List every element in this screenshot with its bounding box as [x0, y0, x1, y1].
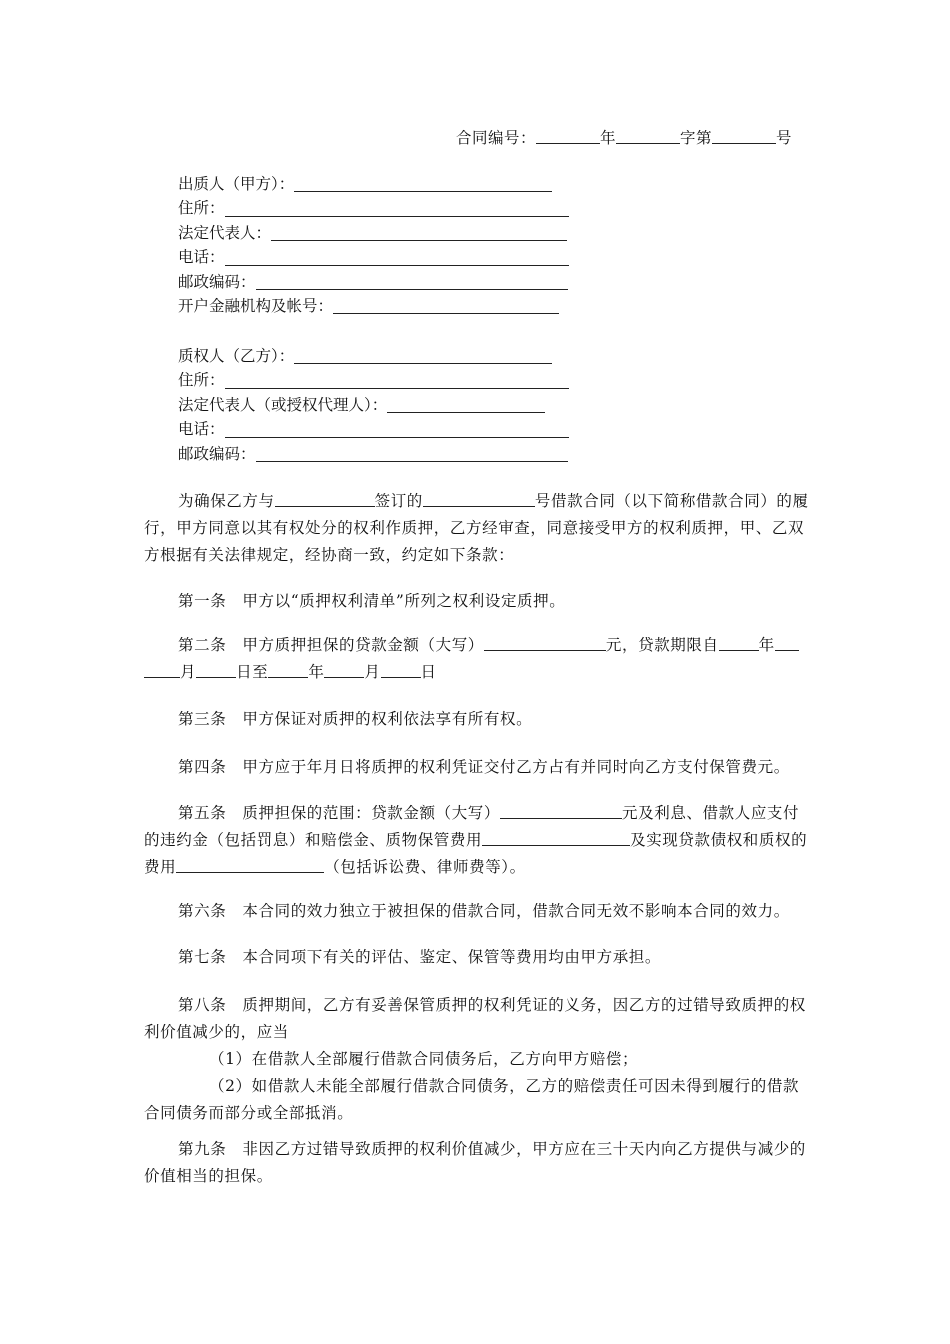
pledgee-postcode-field[interactable]: [256, 444, 568, 462]
start-month-blank-2[interactable]: [144, 662, 180, 678]
article-8: [144, 992, 812, 1127]
article-5-text-4: （包括诉讼费、律师费等）。: [324, 858, 526, 876]
preamble-text-1: 为确保乙方与: [178, 492, 275, 510]
article-5-text-3: 及实现贷款债权和质权的费用: [144, 831, 808, 876]
pledgee-address-row: [178, 368, 569, 392]
preamble-party-blank[interactable]: [275, 491, 375, 507]
pledgee-legal-rep-label: 法定代表人（或授权代理人）：: [178, 395, 388, 414]
pledgor-bank-label: 开户金融机构及帐号：: [178, 296, 334, 315]
pledgee-postcode-row: [178, 442, 569, 466]
article-2-year-2: 年: [308, 663, 325, 681]
article-5: [144, 800, 812, 881]
zi-di-label: 字第: [680, 129, 713, 147]
end-day-blank[interactable]: [381, 662, 421, 678]
article-2-text-2: 元，贷款期限自: [605, 636, 719, 654]
article-3-text: 第三条 甲方保证对质押的权利依法享有所有权。: [178, 710, 533, 728]
hao-blank[interactable]: [712, 128, 776, 144]
pledgor-address-row: [178, 196, 569, 220]
hao-label: 号: [776, 129, 793, 147]
year-label: 年: [600, 129, 617, 147]
pledgor-postcode-label: 邮政编码：: [178, 272, 256, 291]
pledgee-address-field[interactable]: [225, 371, 569, 389]
article-8-item-2: （2）如借款人未能全部履行借款合同债务，乙方的赔偿责任可因未得到履行的借款合同债务而部分或全部抵消。: [144, 1077, 800, 1122]
article-4-text: 第四条 甲方应于年月日将质押的权利凭证交付乙方占有并同时向乙方支付保管费元。: [178, 758, 790, 776]
end-year-blank[interactable]: [268, 662, 308, 678]
start-month-blank[interactable]: [775, 635, 799, 651]
pledgee-legal-rep-field[interactable]: [387, 395, 545, 413]
article-1: [144, 588, 812, 615]
pledgee-name-label: 质权人（乙方）：: [178, 346, 295, 365]
realization-fee-blank[interactable]: [176, 857, 324, 873]
pledgee-postcode-label: 邮政编码：: [178, 444, 256, 463]
pledgor-phone-row: [178, 245, 569, 269]
pledgee-block: [178, 344, 569, 466]
pledgee-phone-label: 电话：: [178, 420, 225, 439]
article-2-text-1: 第二条 甲方质押担保的贷款金额（大写）: [178, 636, 484, 654]
guarantee-amount-blank[interactable]: [500, 803, 622, 819]
article-3: [144, 706, 812, 733]
pledgor-name-label: 出质人（甲方）：: [178, 174, 295, 193]
article-9-text: 第九条 非因乙方过错导致质押的权利价值减少，甲方应在三十天内向乙方提供与减少的价值相当的担保。: [144, 1140, 806, 1185]
article-2-day-2: 日: [420, 663, 437, 681]
pledgee-name-field[interactable]: [294, 346, 552, 364]
end-month-blank[interactable]: [324, 662, 364, 678]
contract-number-line: [456, 126, 792, 148]
pledgor-legal-rep-label: 法定代表人：: [178, 223, 272, 242]
pledgor-address-field[interactable]: [225, 199, 569, 217]
pledgor-block: [178, 172, 569, 318]
storage-fee-blank[interactable]: [482, 830, 630, 846]
pledgee-phone-field[interactable]: [225, 420, 569, 438]
pledgor-postcode-field[interactable]: [256, 272, 568, 290]
pledgor-phone-field[interactable]: [225, 248, 569, 266]
article-2-day-to: 日至: [236, 663, 269, 681]
preamble-text-3: 号借款合同（以下简称借款合同）的履行，甲方同意以其有权处分的权利作质押，乙方经审查，同意接受甲方的权利质押，甲、乙双方根据有关法律规定，经协商一致，约定如下条款：: [144, 492, 809, 564]
pledgee-address-label: 住所：: [178, 371, 225, 390]
zi-blank[interactable]: [616, 128, 680, 144]
pledgor-bank-field[interactable]: [333, 296, 559, 314]
loan-amount-blank[interactable]: [484, 635, 606, 651]
article-8-item-1: （1）在借款人全部履行借款合同债务后，乙方向甲方赔偿；: [209, 1050, 639, 1068]
pledgor-address-label: 住所：: [178, 199, 225, 218]
pledgor-bank-row: [178, 294, 569, 318]
pledgor-name-field[interactable]: [294, 174, 552, 192]
article-8-text: 第八条 质押期间，乙方有妥善保管质押的权利凭证的义务，因乙方的过错导致质押的权利价值减少的，应当: [144, 996, 806, 1041]
article-7: [144, 944, 812, 971]
start-year-blank[interactable]: [719, 635, 759, 651]
article-2: [144, 632, 812, 686]
article-2-year: 年: [758, 636, 775, 654]
contract-number-label: 合同编号：: [456, 129, 537, 147]
pledgee-legal-rep-row: [178, 393, 569, 417]
article-7-text: 第七条 本合同项下有关的评估、鉴定、保管等费用均由甲方承担。: [178, 948, 662, 966]
article-2-month-2: 月: [364, 663, 381, 681]
pledgor-name-row: [178, 172, 569, 196]
article-6-text: 第六条 本合同的效力独立于被担保的借款合同，借款合同无效不影响本合同的效力。: [178, 902, 790, 920]
pledgee-phone-row: [178, 417, 569, 441]
article-9: [144, 1136, 812, 1190]
pledgor-legal-rep-row: [178, 221, 569, 245]
contract-number-blank[interactable]: [536, 128, 600, 144]
article-5-text-1: 第五条 质押担保的范围：贷款金额（大写）: [178, 804, 501, 822]
article-5-text-2: 元及利息、借款人应支付的违约金（包括罚息）和赔偿金、质物保管费用: [144, 804, 800, 849]
pledgee-name-row: [178, 344, 569, 368]
preamble-text-2: 签订的: [374, 492, 423, 510]
preamble-paragraph: [144, 488, 812, 569]
start-day-blank[interactable]: [196, 662, 236, 678]
pledgor-legal-rep-field[interactable]: [271, 223, 567, 241]
article-2-month: 月: [180, 663, 197, 681]
article-4: [144, 754, 812, 781]
article-1-text: 第一条 甲方以“质押权利清单”所列之权利设定质押。: [178, 592, 566, 610]
pledgor-postcode-row: [178, 270, 569, 294]
article-6: [144, 898, 812, 925]
preamble-contract-no-blank[interactable]: [423, 491, 535, 507]
pledgor-phone-label: 电话：: [178, 248, 225, 267]
